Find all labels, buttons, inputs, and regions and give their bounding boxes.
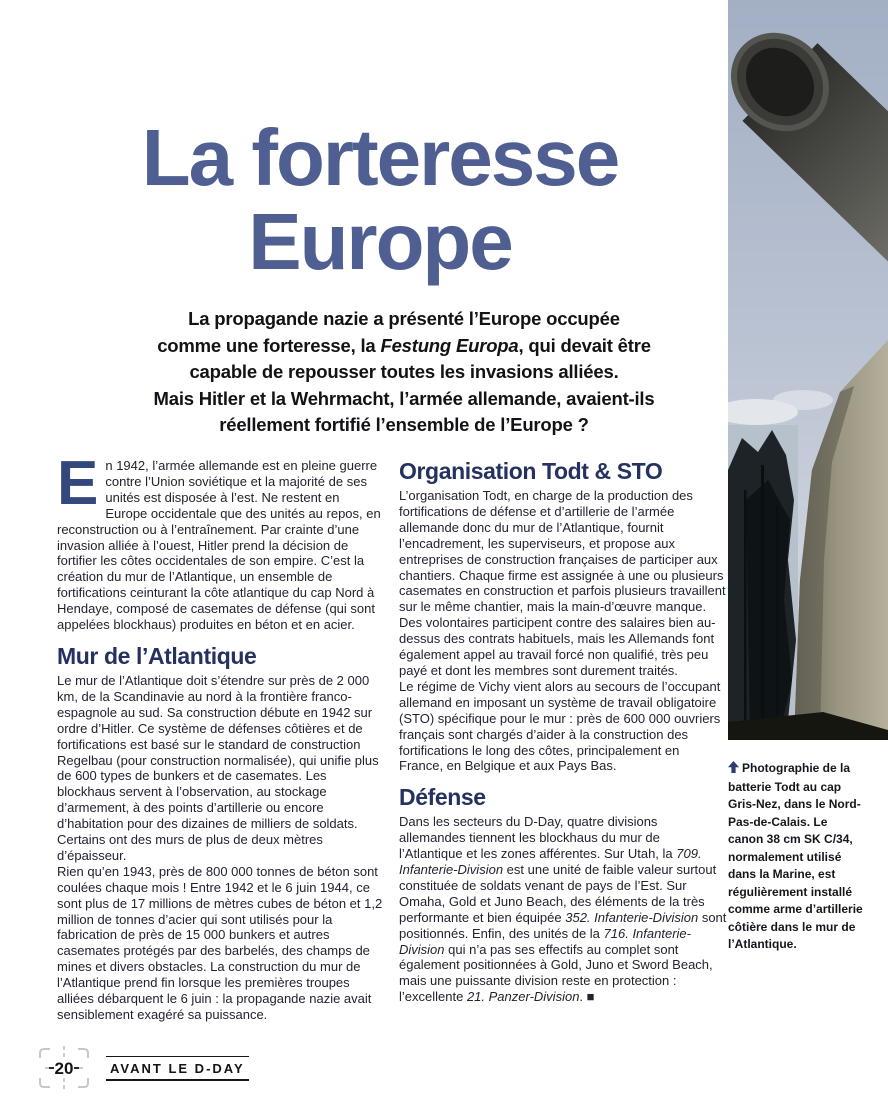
section-heading-organisation-todt: Organisation Todt & STO xyxy=(399,458,663,484)
page-title-line-1: La forteresse xyxy=(141,113,619,202)
crosshair-icon xyxy=(36,1044,92,1092)
paragraph: Rien qu’en 1943, près de 800 000 tonnes de béton sont coulées chaque mois ! Entre 1942 et le 6 juin 1944, ce sont plus de 17 millions de mètres cubes de béton et 1,2 million de tonnes d’acier qui sont utilisés pour la fabrication de près de 15 000 bunkers et autres casemates protégés par des barbelés, des champs de mines et divers obstacles. La construction du mur de l’Atlantique prend fin lorsque les premières troupes alliées débarquent le 6 juin : la propagande nazie avait sensiblement exagéré sa puissance. xyxy=(57,863,383,1022)
paragraph: L’organisation Todt, en charge de la production des fortifications de défense et d’artillerie de l’armée allemande donc du mur de l’Atlantique, fournit l’encadrement, les superviseurs, et propose aux entreprises de construction françaises de participer aux chantiers. Chaque firme est assignée à une ou plusieurs casemates en construction et parfois plusieurs travaillent sur le même chantier, mais la main-d’œuvre manque. Des volontaires participent contre des salaires bien au-dessus des contrats habituels, mais les Allemands font également appel au travail forcé non qualifié, très peu payé et dont les membres sont durement traités. xyxy=(399,488,726,678)
paragraph: Dans les secteurs du D-Day, quatre divisions allemandes tiennent les blockhaus du mur de l’Atlantique et les zones afférentes. Sur Utah, la 709. Infanterie-Division est une unité de faible valeur surtout constituée de soldats venant de pays de l’Est. Sur Omaha, Gold et Juno Beach, des éléments de la très performante et bien équipée 352. Infanterie-Division sont positionnés. Enfin, des unités de la 716. Infanterie-Division qui n’a pas ses effectifs au complet sont également positionnées à Gold, Juno et Sword Beach, mais une puissante division reste en protection : l’excellente 21. Panzer-Division. ■ xyxy=(399,814,727,1005)
cannon-photo-illustration xyxy=(728,0,888,740)
section-heading-defense: Défense xyxy=(399,784,486,811)
page-number-badge xyxy=(36,1044,92,1092)
up-arrow-icon xyxy=(728,761,739,779)
paragraph-text: n 1942, l’armée allemande est en pleine guerre contre l’Union soviétique et la majorité de ses unités est disposée à l’est. Ne restent en Europe occidentale que des unités au repos, en reconstruction ou à l’entraînement. Par crainte d’une invasion alliée à l’ouest, Hitler prend la décision de fortifier les côtes occidentales de son empire. C’est la création du mur de l’Atlantique, un ensemble de fortifications ceinturant la côte atlantique du cap Nord à Hendaye, composé de casemates de défense (qui sont appelées blockhaus) produites en béton et en acier. xyxy=(57,458,381,633)
section-label: AVANT LE D-DAY xyxy=(106,1056,249,1081)
page-title xyxy=(40,113,720,286)
section-heading-mur-atlantique: Mur de l’Atlantique xyxy=(57,642,257,669)
column-right xyxy=(399,458,727,1050)
paragraph: Le régime de Vichy vient alors au secours de l’occupant allemand en imposant un système de travail obligatoire (STO) spécifique pour le mur : près de 600 000 ouvriers français sont chargés d’aider à la construction des fortifications le long des côtes, principalement en France, en Belgique et aux Pays Bas. xyxy=(399,678,721,774)
column-left xyxy=(57,458,385,1050)
paragraph: Le mur de l’Atlantique doit s’étendre sur près de 2 000 km, de la Scandinavie au nord à la frontière franco-espagnole au sud. Sa construction débute en 1942 sur ordre d’Hitler. Ce système de défenses côtières et de fortifications est basé sur le standard de construction Regelbau (pour construction normalisée), qui unifie plus de 600 types de bunkers et de casemates. Les blockhaus servent à l’observation, au stockage d’armement, à des points d’artillerie ou encore d’habitation pour des dizaines de milliers de soldats. Certains ont des murs de plus de deux mètres d’épaisseur. xyxy=(57,672,379,863)
page-footer xyxy=(36,1042,249,1094)
page-title-line-2: Europe xyxy=(248,197,512,286)
paragraph xyxy=(57,458,385,633)
page-number: 20 xyxy=(54,1059,74,1078)
battery-todt-photo xyxy=(728,0,888,740)
article-body xyxy=(57,458,727,1050)
photo-caption xyxy=(728,760,864,954)
intro-standfirst: La propagande nazie a présenté l’Europe occupée comme une forteresse, la Festung Europa, qui devait être capable de repousser toutes les invasions alliées. Mais Hitler et la Wehrmacht, l’armée allemande, avaient-ils réellement fortifié l’ensemble de l’Europe ? xyxy=(153,308,655,435)
photo-caption-text: Photographie de la batterie Todt au cap Gris-Nez, dans le Nord-Pas-de-Calais. Le canon 38 cm SK C/34, normalement utilisé dans la Marine, est régulièrement installé comme arme d’artillerie côtière dans le mur de l’Atlantique. xyxy=(728,761,863,951)
dropcap-letter: E xyxy=(57,458,99,518)
